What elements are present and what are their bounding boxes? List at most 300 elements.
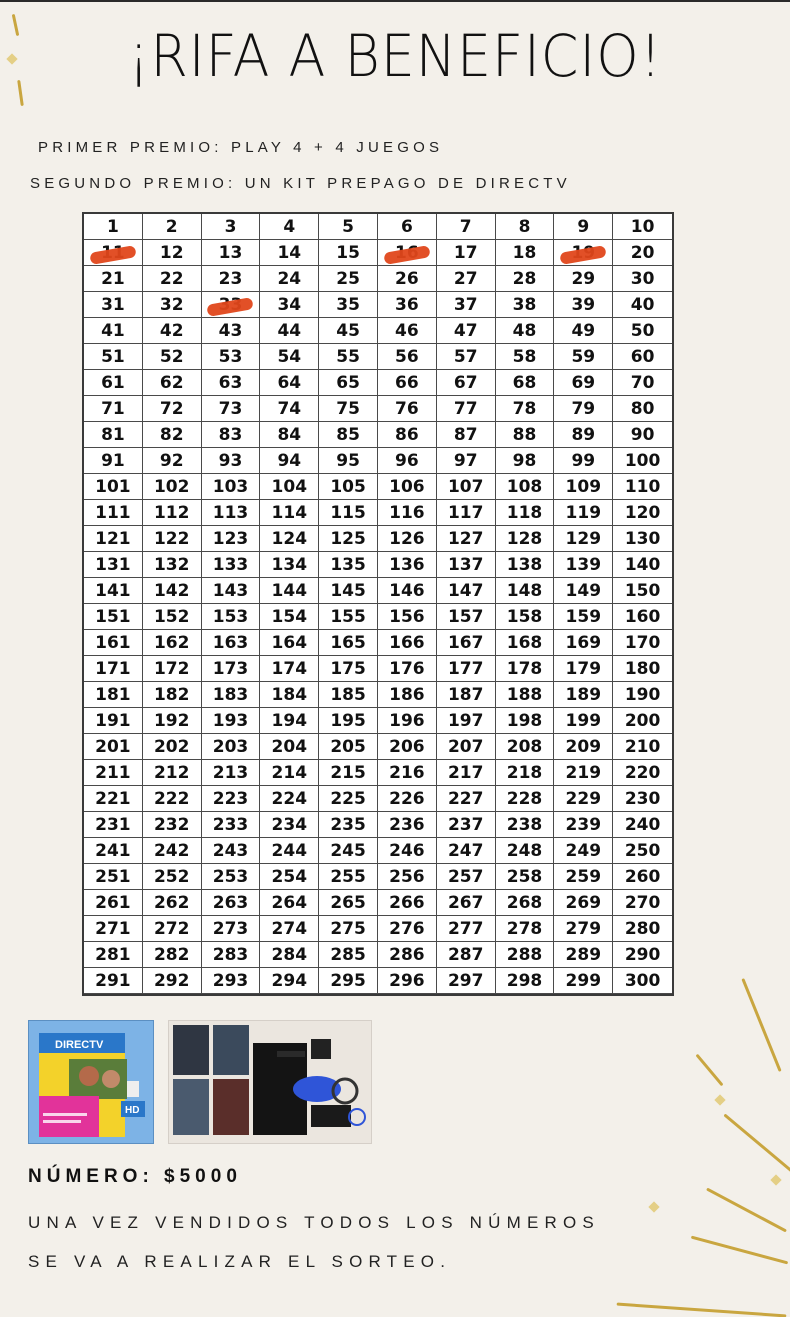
number-cell: 31: [84, 292, 143, 318]
number-cell: 163: [202, 630, 261, 656]
number-cell: 108: [496, 474, 555, 500]
number-cell: 193: [202, 708, 261, 734]
number-cell: 20: [613, 240, 672, 266]
number-cell: 28: [496, 266, 555, 292]
number-cell: 137: [437, 552, 496, 578]
number-cell: 6: [378, 214, 437, 240]
number-cell: 226: [378, 786, 437, 812]
gold-ray-3: [723, 1113, 790, 1186]
directv-kit-photo: [28, 1020, 154, 1144]
number-cell: 68: [496, 370, 555, 396]
number-cell: 119: [554, 500, 613, 526]
number-cell: 168: [496, 630, 555, 656]
number-cell: 267: [437, 890, 496, 916]
number-cell: 46: [378, 318, 437, 344]
number-cell: 66: [378, 370, 437, 396]
number-cell: 207: [437, 734, 496, 760]
number-cell: 182: [143, 682, 202, 708]
number-cell: 254: [260, 864, 319, 890]
number-cell: 124: [260, 526, 319, 552]
number-cell: 60: [613, 344, 672, 370]
number-cell: 153: [202, 604, 261, 630]
number-cell: 255: [319, 864, 378, 890]
number-cell: 158: [496, 604, 555, 630]
number-cell: 147: [437, 578, 496, 604]
playstation-bundle-photo: [168, 1020, 372, 1144]
number-cell: 24: [260, 266, 319, 292]
number-cell: 25: [319, 266, 378, 292]
number-cell: 23: [202, 266, 261, 292]
number-cell: 257: [437, 864, 496, 890]
number-cell: 243: [202, 838, 261, 864]
number-cell: 140: [613, 552, 672, 578]
number-cell: 176: [378, 656, 437, 682]
number-cell: 78: [496, 396, 555, 422]
number-cell: 157: [437, 604, 496, 630]
number-cell: 81: [84, 422, 143, 448]
number-cell: 196: [378, 708, 437, 734]
number-cell: 15: [319, 240, 378, 266]
number-cell: 268: [496, 890, 555, 916]
number-cell: 230: [613, 786, 672, 812]
number-cell: 270: [613, 890, 672, 916]
number-cell: 57: [437, 344, 496, 370]
number-cell: 198: [496, 708, 555, 734]
gold-ray-1: [741, 978, 781, 1072]
number-cell: 99: [554, 448, 613, 474]
number-cell: 52: [143, 344, 202, 370]
number-cell: 90: [613, 422, 672, 448]
number-cell: 85: [319, 422, 378, 448]
number-cell: 202: [143, 734, 202, 760]
number-cell: 171: [84, 656, 143, 682]
number-cell: 205: [319, 734, 378, 760]
number-cell: 246: [378, 838, 437, 864]
number-cell: 247: [437, 838, 496, 864]
number-cell: 151: [84, 604, 143, 630]
number-cell: 272: [143, 916, 202, 942]
number-cell: 219: [554, 760, 613, 786]
number-cell: 73: [202, 396, 261, 422]
number-cell: 189: [554, 682, 613, 708]
number-cell: 275: [319, 916, 378, 942]
number-cell: 144: [260, 578, 319, 604]
number-cell: 264: [260, 890, 319, 916]
number-cell: 95: [319, 448, 378, 474]
number-cell: 59: [554, 344, 613, 370]
number-cell: 174: [260, 656, 319, 682]
number-cell: 261: [84, 890, 143, 916]
number-cell: 118: [496, 500, 555, 526]
number-cell: 250: [613, 838, 672, 864]
draw-note-line-2: SE VA A REALIZAR EL SORTEO.: [28, 1252, 452, 1271]
number-cell: 251: [84, 864, 143, 890]
number-cell: 183: [202, 682, 261, 708]
number-cell: 128: [496, 526, 555, 552]
number-cell: 110: [613, 474, 672, 500]
number-cell: 218: [496, 760, 555, 786]
number-cell: 148: [496, 578, 555, 604]
sold-mark: [383, 245, 430, 265]
sold-mark: [207, 297, 254, 317]
number-cell: 190: [613, 682, 672, 708]
page-title: ¡RIFA A BENEFICIO!: [127, 22, 663, 90]
second-prize-text: SEGUNDO PREMIO: UN KIT PREPAGO DE DIRECTV: [30, 175, 571, 192]
number-cell: 186: [378, 682, 437, 708]
number-cell: 116: [378, 500, 437, 526]
number-cell: 71: [84, 396, 143, 422]
number-cell: 177: [437, 656, 496, 682]
number-cell: 221: [84, 786, 143, 812]
number-cell: 75: [319, 396, 378, 422]
number-cell: 173: [202, 656, 261, 682]
number-cell: 80: [613, 396, 672, 422]
sold-mark: [89, 245, 136, 265]
gold-ray-2: [695, 1054, 723, 1087]
number-cell: 249: [554, 838, 613, 864]
number-cell: 285: [319, 942, 378, 968]
number-cell: 295: [319, 968, 378, 994]
number-cell: 292: [143, 968, 202, 994]
number-cell: 101: [84, 474, 143, 500]
number-cell: 38: [496, 292, 555, 318]
gold-ray-5: [691, 1236, 788, 1265]
number-cell: 232: [143, 812, 202, 838]
number-cell: 208: [496, 734, 555, 760]
number-cell: 47: [437, 318, 496, 344]
number-cell: 260: [613, 864, 672, 890]
number-cell: 170: [613, 630, 672, 656]
number-cell: 223: [202, 786, 261, 812]
number-cell: 70: [613, 370, 672, 396]
number-cell: 34: [260, 292, 319, 318]
number-cell: 228: [496, 786, 555, 812]
number-cell: 143: [202, 578, 261, 604]
sold-mark: [560, 245, 607, 265]
number-cell: [554, 240, 613, 266]
number-cell: 92: [143, 448, 202, 474]
number-cell: 224: [260, 786, 319, 812]
number-cell: 7: [437, 214, 496, 240]
number-cell: 284: [260, 942, 319, 968]
gold-stroke-left-1: [12, 14, 20, 36]
number-cell: 155: [319, 604, 378, 630]
number-cell: 83: [202, 422, 261, 448]
number-cell: 214: [260, 760, 319, 786]
number-cell: 4: [260, 214, 319, 240]
directv-logo-text: DIRECTV: [55, 1039, 104, 1051]
number-cell: 55: [319, 344, 378, 370]
number-cell: 175: [319, 656, 378, 682]
number-cell: 100: [613, 448, 672, 474]
number-cell: 36: [378, 292, 437, 318]
number-cell: 300: [613, 968, 672, 994]
number-cell: 211: [84, 760, 143, 786]
number-cell: 296: [378, 968, 437, 994]
number-cell: 150: [613, 578, 672, 604]
number-cell: 244: [260, 838, 319, 864]
number-cell: 293: [202, 968, 261, 994]
number-cell: 253: [202, 864, 261, 890]
number-cell: 152: [143, 604, 202, 630]
number-cell: 215: [319, 760, 378, 786]
number-cell: 5: [319, 214, 378, 240]
gold-spark-left: [6, 53, 17, 64]
number-cell: 162: [143, 630, 202, 656]
number-cell: 42: [143, 318, 202, 344]
number-cell: 229: [554, 786, 613, 812]
number-cell: 154: [260, 604, 319, 630]
number-cell: 26: [378, 266, 437, 292]
number-cell: 87: [437, 422, 496, 448]
number-cell: [202, 292, 261, 318]
number-cell: 269: [554, 890, 613, 916]
number-cell: 102: [143, 474, 202, 500]
number-cell: 127: [437, 526, 496, 552]
number-cell: 209: [554, 734, 613, 760]
number-cell: 231: [84, 812, 143, 838]
number-cell: 135: [319, 552, 378, 578]
number-cell: 65: [319, 370, 378, 396]
number-cell: 121: [84, 526, 143, 552]
number-cell: 201: [84, 734, 143, 760]
number-cell: 122: [143, 526, 202, 552]
number-cell: 32: [143, 292, 202, 318]
number-cell: 217: [437, 760, 496, 786]
number-cell: 43: [202, 318, 261, 344]
number-cell: 149: [554, 578, 613, 604]
number-cell: 69: [554, 370, 613, 396]
number-cell: 146: [378, 578, 437, 604]
number-cell: 103: [202, 474, 261, 500]
number-cell: 138: [496, 552, 555, 578]
number-cell: 29: [554, 266, 613, 292]
number-cell: 240: [613, 812, 672, 838]
number-cell: 54: [260, 344, 319, 370]
number-cell: 204: [260, 734, 319, 760]
number-cell: 235: [319, 812, 378, 838]
number-cell: 222: [143, 786, 202, 812]
draw-note-line-1: UNA VEZ VENDIDOS TODOS LOS NÚMEROS: [28, 1213, 600, 1232]
number-cell: 30: [613, 266, 672, 292]
number-cell: 48: [496, 318, 555, 344]
raffle-number-grid: [82, 212, 674, 996]
number-cell: 14: [260, 240, 319, 266]
number-cell: 104: [260, 474, 319, 500]
number-cell: 76: [378, 396, 437, 422]
number-cell: 225: [319, 786, 378, 812]
number-cell: 237: [437, 812, 496, 838]
number-cell: 159: [554, 604, 613, 630]
number-cell: 167: [437, 630, 496, 656]
number-cell: 133: [202, 552, 261, 578]
number-cell: 280: [613, 916, 672, 942]
ticket-price: NÚMERO: $5000: [28, 1166, 242, 1187]
number-cell: 273: [202, 916, 261, 942]
number-cell: 289: [554, 942, 613, 968]
number-cell: 131: [84, 552, 143, 578]
gold-spark-3: [770, 1174, 781, 1185]
number-cell: 281: [84, 942, 143, 968]
number-cell: 56: [378, 344, 437, 370]
number-cell: 96: [378, 448, 437, 474]
number-cell: 132: [143, 552, 202, 578]
number-cell: 40: [613, 292, 672, 318]
number-cell: 265: [319, 890, 378, 916]
number-cell: 12: [143, 240, 202, 266]
number-cell: 50: [613, 318, 672, 344]
number-cell: 156: [378, 604, 437, 630]
number-cell: [378, 240, 437, 266]
number-cell: 39: [554, 292, 613, 318]
number-cell: 286: [378, 942, 437, 968]
number-cell: 291: [84, 968, 143, 994]
number-cell: 86: [378, 422, 437, 448]
number-cell: 64: [260, 370, 319, 396]
number-cell: 125: [319, 526, 378, 552]
number-cell: 58: [496, 344, 555, 370]
number-cell: 145: [319, 578, 378, 604]
number-cell: 236: [378, 812, 437, 838]
number-cell: 248: [496, 838, 555, 864]
number-cell: 164: [260, 630, 319, 656]
number-cell: 166: [378, 630, 437, 656]
number-cell: 199: [554, 708, 613, 734]
number-cell: 88: [496, 422, 555, 448]
gold-spark-2: [648, 1201, 659, 1212]
number-cell: 134: [260, 552, 319, 578]
number-cell: 111: [84, 500, 143, 526]
number-cell: 233: [202, 812, 261, 838]
number-cell: 241: [84, 838, 143, 864]
number-cell: 169: [554, 630, 613, 656]
number-cell: 216: [378, 760, 437, 786]
number-cell: 142: [143, 578, 202, 604]
number-cell: 141: [84, 578, 143, 604]
number-cell: 283: [202, 942, 261, 968]
number-cell: 18: [496, 240, 555, 266]
number-cell: 63: [202, 370, 261, 396]
number-cell: 239: [554, 812, 613, 838]
number-cell: [84, 240, 143, 266]
gold-spark-1: [714, 1094, 725, 1105]
number-cell: 200: [613, 708, 672, 734]
number-cell: 84: [260, 422, 319, 448]
number-cell: 74: [260, 396, 319, 422]
number-cell: 79: [554, 396, 613, 422]
number-cell: 49: [554, 318, 613, 344]
number-cell: 290: [613, 942, 672, 968]
number-cell: 299: [554, 968, 613, 994]
number-cell: 298: [496, 968, 555, 994]
number-cell: 212: [143, 760, 202, 786]
number-cell: 130: [613, 526, 672, 552]
first-prize-text: PRIMER PREMIO: PLAY 4 + 4 JUEGOS: [38, 139, 444, 156]
number-cell: 276: [378, 916, 437, 942]
number-cell: 9: [554, 214, 613, 240]
number-cell: 262: [143, 890, 202, 916]
number-cell: 67: [437, 370, 496, 396]
number-cell: 271: [84, 916, 143, 942]
number-cell: 129: [554, 526, 613, 552]
number-cell: 22: [143, 266, 202, 292]
number-cell: 278: [496, 916, 555, 942]
number-cell: 114: [260, 500, 319, 526]
number-cell: 21: [84, 266, 143, 292]
number-cell: 263: [202, 890, 261, 916]
number-cell: 184: [260, 682, 319, 708]
number-cell: 197: [437, 708, 496, 734]
number-cell: 213: [202, 760, 261, 786]
number-cell: 105: [319, 474, 378, 500]
number-cell: 258: [496, 864, 555, 890]
number-cell: 160: [613, 604, 672, 630]
number-cell: 179: [554, 656, 613, 682]
number-cell: 195: [319, 708, 378, 734]
gold-ray-6: [617, 1303, 787, 1317]
number-cell: 94: [260, 448, 319, 474]
number-cell: 227: [437, 786, 496, 812]
number-cell: 287: [437, 942, 496, 968]
number-cell: 89: [554, 422, 613, 448]
number-cell: 187: [437, 682, 496, 708]
number-cell: 17: [437, 240, 496, 266]
number-cell: 245: [319, 838, 378, 864]
number-cell: 165: [319, 630, 378, 656]
number-cell: 238: [496, 812, 555, 838]
number-cell: 10: [613, 214, 672, 240]
number-cell: 41: [84, 318, 143, 344]
number-cell: 282: [143, 942, 202, 968]
number-cell: 35: [319, 292, 378, 318]
number-cell: 136: [378, 552, 437, 578]
top-rule: [0, 0, 790, 2]
number-cell: 139: [554, 552, 613, 578]
number-cell: 77: [437, 396, 496, 422]
number-cell: 123: [202, 526, 261, 552]
number-cell: 45: [319, 318, 378, 344]
number-cell: 72: [143, 396, 202, 422]
number-cell: 82: [143, 422, 202, 448]
number-cell: 210: [613, 734, 672, 760]
number-cell: 206: [378, 734, 437, 760]
number-cell: 113: [202, 500, 261, 526]
number-cell: 234: [260, 812, 319, 838]
number-cell: 194: [260, 708, 319, 734]
number-cell: 27: [437, 266, 496, 292]
number-cell: 3: [202, 214, 261, 240]
number-cell: 274: [260, 916, 319, 942]
number-cell: 1: [84, 214, 143, 240]
number-cell: 112: [143, 500, 202, 526]
number-cell: 13: [202, 240, 261, 266]
number-cell: 188: [496, 682, 555, 708]
number-cell: 91: [84, 448, 143, 474]
number-cell: 8: [496, 214, 555, 240]
number-cell: 192: [143, 708, 202, 734]
number-cell: 266: [378, 890, 437, 916]
number-cell: 93: [202, 448, 261, 474]
number-cell: 126: [378, 526, 437, 552]
number-cell: 120: [613, 500, 672, 526]
number-cell: 252: [143, 864, 202, 890]
number-cell: 109: [554, 474, 613, 500]
number-cell: 44: [260, 318, 319, 344]
number-cell: 107: [437, 474, 496, 500]
number-cell: 277: [437, 916, 496, 942]
hd-badge-text: HD: [125, 1105, 140, 1116]
number-cell: 180: [613, 656, 672, 682]
